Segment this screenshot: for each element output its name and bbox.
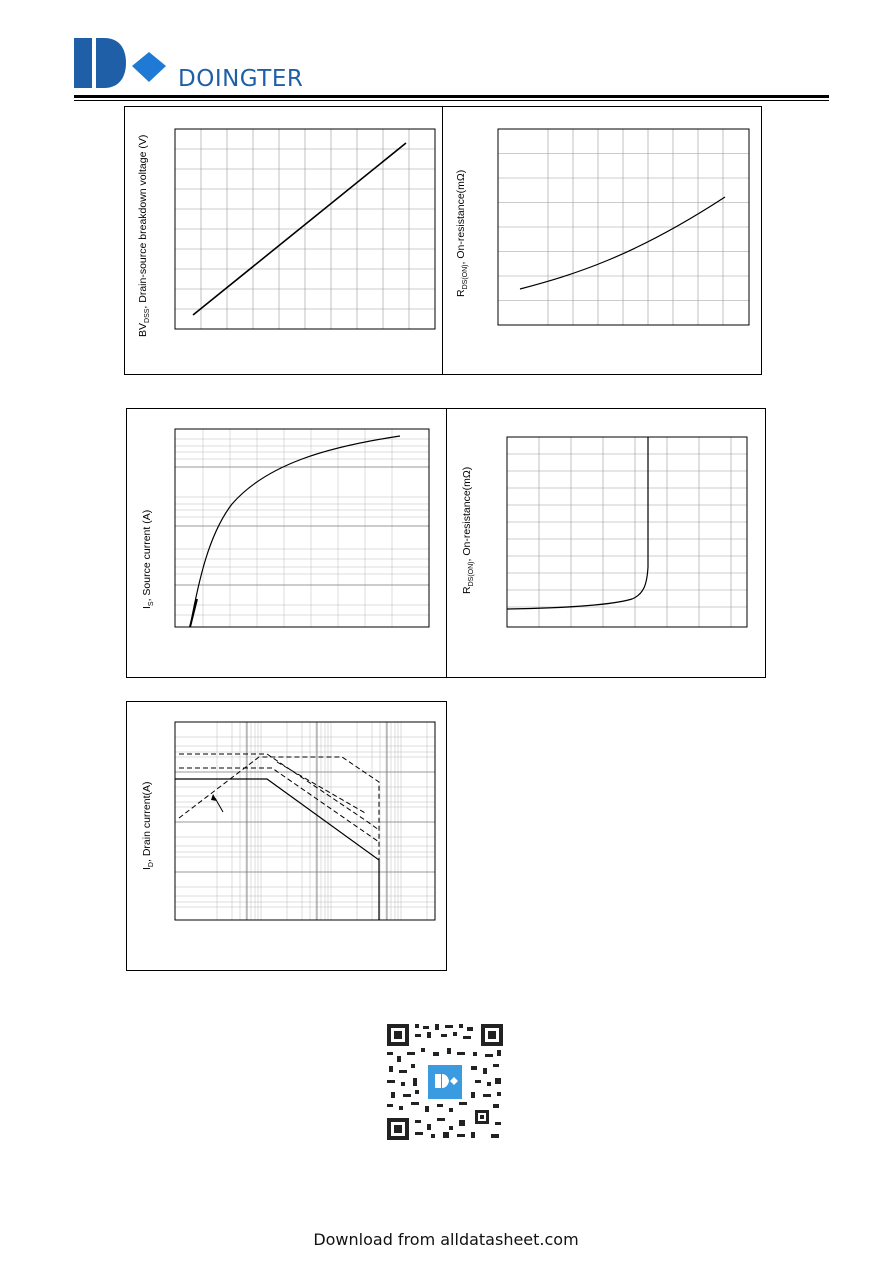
chart-source-current — [126, 408, 448, 678]
rds-id-ylabel: $R_{DS(ON)}$, On-resistance(mΩ) — [461, 466, 476, 594]
soa-plot — [127, 702, 446, 970]
chart-on-resistance-id — [446, 408, 766, 678]
header-rule-thin — [74, 100, 829, 101]
qr-code — [385, 1022, 505, 1142]
rds-temp-ylabel: $R_{DS(ON)}$, On-resistance(mΩ) — [455, 169, 470, 297]
source-current-plot — [127, 409, 447, 677]
breakdown-voltage-plot — [125, 107, 443, 374]
chart-breakdown-voltage — [124, 106, 444, 375]
on-resistance-temp-plot — [443, 107, 761, 374]
rds-temp-curve — [520, 197, 725, 289]
chart-safe-operating-area — [126, 701, 447, 971]
on-resistance-id-plot — [447, 409, 765, 677]
soa-ylabel: $I_D$, Drain current(A) — [141, 781, 156, 870]
source-current-ylabel: $I_S$, Source current (A) — [141, 509, 156, 609]
rds-id-curve — [507, 437, 648, 609]
brand-name: DOINGTER — [178, 66, 304, 92]
bvdss-ylabel: $BV_{DSS}$, Drain-source breakdown voltage (V) — [137, 134, 152, 337]
footer-download-text: Download from alldatasheet.com — [313, 1230, 579, 1249]
source-current-curve — [190, 436, 400, 627]
header-rule — [74, 95, 829, 98]
soa-dc-line — [175, 779, 379, 920]
chart-on-resistance-temp — [442, 106, 762, 375]
